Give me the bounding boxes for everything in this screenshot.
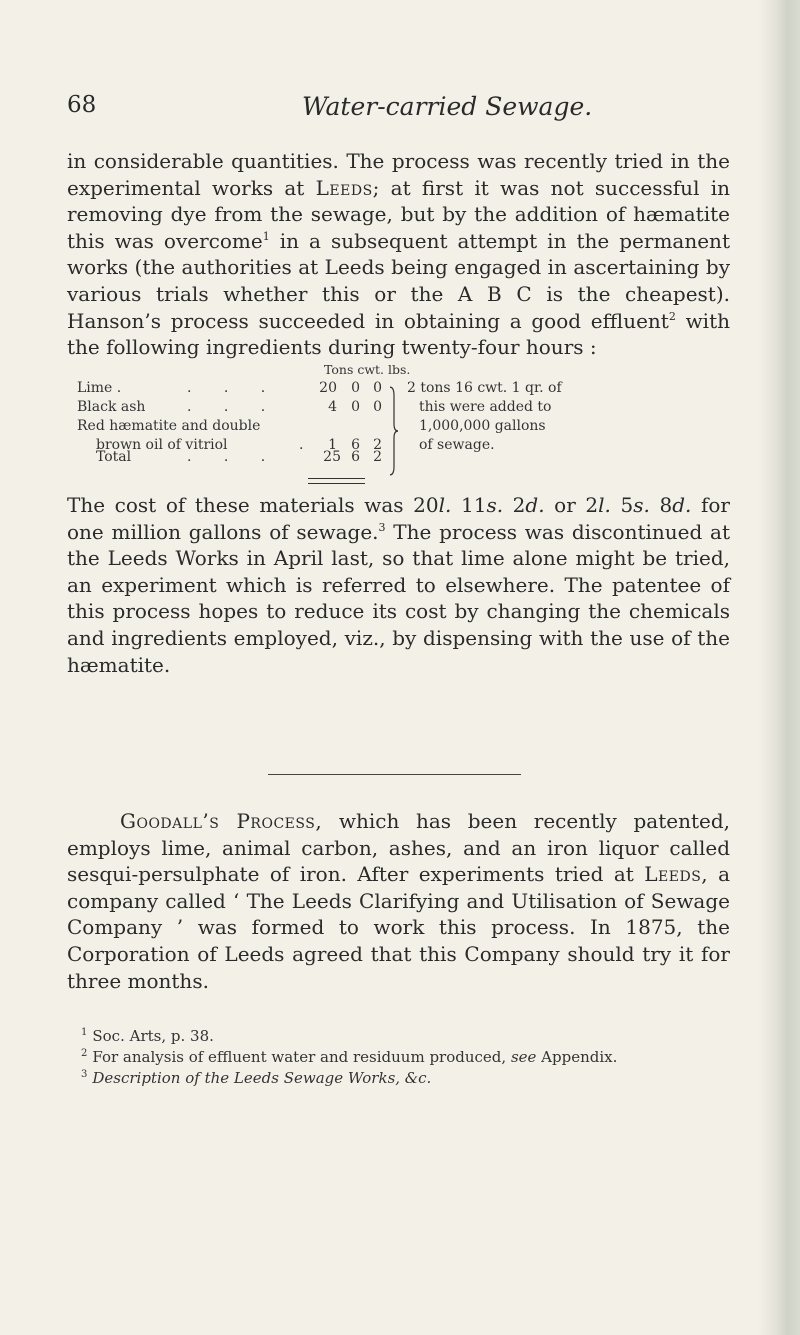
leader-dots: . . . [187,399,280,415]
page-number: 68 [67,92,97,118]
tons-value: 1 [328,437,337,453]
leader-dots: . [299,437,304,453]
brace-note-line: 2 tons 16 cwt. 1 qr. of [407,380,562,396]
tons-value: 4 [328,399,337,415]
row-label: Lime . [77,380,122,396]
row-label: Black ash [77,399,146,415]
units-header: Tons cwt. lbs. [324,362,411,377]
paragraph-cost: The cost of these materials was 20l. 11s. 2d. or 2l. 5s. 8d. for one million gallons of sewage.$^3$ The process was discontinued at the Leeds Works in April last, so that lime alone might be tried, an experiment which is referred to elsewhere. The patentee of this process hopes to reduce its cost by changing the chemicals and ingredients employed, viz., by dispensing with the use of the hæmatite. [67,493,731,677]
tons-value: 20 [319,380,337,396]
total-cwt: 6 [351,449,360,465]
curly-brace-icon [389,386,399,476]
row-label: brown oil of vitriol [96,437,228,453]
paragraph-goodall-process: Goodall’s Process, which has been recently patented, employs lime, animal carbon, ashes, and an iron liquor called sesqui-persulphate of iron. After experiments tried at Leeds, a company called ‘ The Leeds Clarifying and Utilisation of Sewage Company ’ was formed to work this process. In 1875, the Corporation of Leeds agreed that this Company should try it for three months. [67,809,730,993]
running-title: Water-carried Sewage. [302,92,593,121]
page-edge-shadow [758,0,800,1335]
leader-dots: . . . [187,380,280,396]
brace-note-line: this were added to [419,399,552,415]
lbs-value: 0 [373,380,382,396]
lbs-value: 2 [373,437,382,453]
footnote-ref-3: 3 [378,520,386,534]
section-heading: Goodall’s Process, [120,809,323,833]
footnote-1: $^1$ Soc. Arts, p. 38. [81,1027,214,1045]
total-lbs: 2 [373,449,382,465]
footnote-ref-1: 1 [262,229,270,243]
cwt-value: 0 [351,380,360,396]
footnote-3: $^3$ Description of the Leeds Sewage Works, &c. [81,1069,432,1087]
total-double-rule [308,478,365,484]
total-label: Total [96,449,132,465]
leeds-small-caps: Leeds [315,175,373,200]
brace-note-line: 1,000,000 gallons [419,418,546,434]
cwt-value: 0 [351,399,360,415]
page-header [67,92,727,132]
lbs-value: 0 [373,399,382,415]
footnote-ref-2: 2 [668,309,676,323]
total-tons: 25 [323,449,341,465]
brace-note-line: of sewage. [419,437,495,453]
paragraph-hanson-process: in considerable quantities. The process was recently tried in the experimental works at Leeds; at first it was not successful in removing dye from the sewage, but by the addition of hæmatite this was overcome$^1$ in a subsequent attempt in the permanent works (the authorities at Leeds being engaged in ascertaining by various trials whether this or the A B C is the cheapest). Hanson’s process succeeded in obtaining a good effluent$^2$ with the following ingredients during twenty-four hours : [67,149,731,360]
footnote-2: $^2$ For analysis of effluent water and residuum produced, see Appendix. [81,1048,618,1066]
leader-dots: . . . [187,449,280,465]
cwt-value: 6 [351,437,360,453]
section-divider [268,774,521,775]
row-label: Red hæmatite and double [77,418,261,434]
ingredients-table [67,362,727,453]
